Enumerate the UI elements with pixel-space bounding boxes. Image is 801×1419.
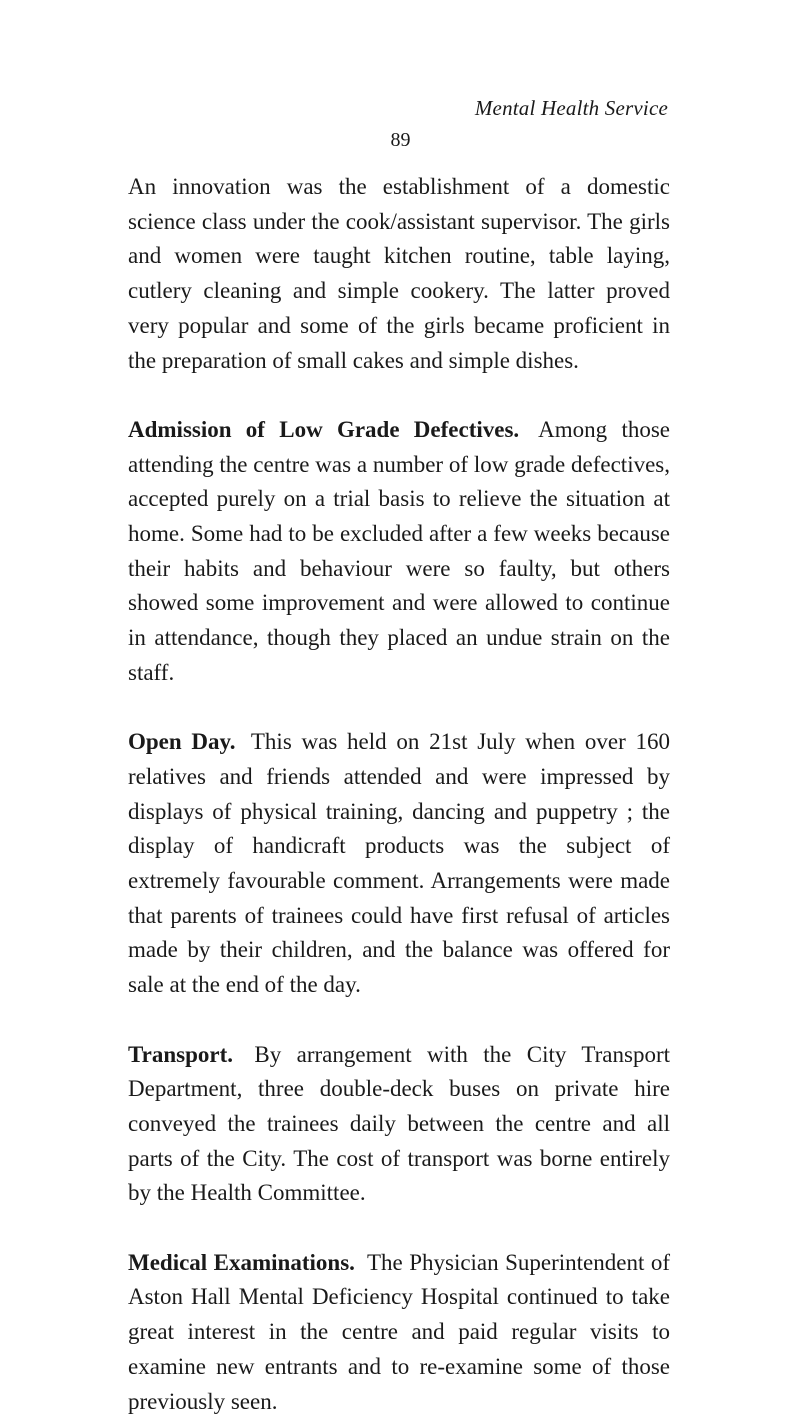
body-text xyxy=(128,170,670,1419)
section-heading: Open Day. xyxy=(128,729,236,755)
paragraph-text: An innovation was the establishment of a domestic science class under the cook/assistant supervisor. The girls and women were taught kitchen routine, table laying, cutlery cleaning and simple cookery. The latter proved very popular and some of the girls became proficient in the preparation of small cakes and simple dishes. xyxy=(128,174,670,373)
paragraph-text: Among those attending the centre was a number of low grade defectives, accepted purely on a trial basis to relieve the situation at home. Some had to be excluded after a few weeks because their habits and behaviour were so faulty, but others showed some improvement and were allowed to continue in attendance, though they placed an undue strain on the staff. xyxy=(128,416,670,685)
paragraph-open-day xyxy=(128,725,670,1003)
paragraph-text: The Physician Superintendent of Aston Hall Mental Deficiency Hospital continued to take great interest in the centre and paid regular visits to examine new entrants and to re-examine some of those previously seen. xyxy=(128,1249,670,1414)
running-head: Mental Health Service xyxy=(474,96,668,120)
paragraph-transport xyxy=(128,1038,670,1212)
paragraph-domestic-science xyxy=(128,170,670,378)
section-heading: Admission of Low Grade Defectives. xyxy=(128,416,520,442)
paragraph-admission xyxy=(128,413,670,691)
paragraph-text: By arrangement with the City Transport Department, three double-deck buses on private hire conveyed the trainees daily between the centre and all parts of the City. The cost of transport was borne entirely by the Health Committee. xyxy=(128,1041,671,1206)
paragraph-text: This was held on 21st July when over 160 relatives and friends attended and were impressed by displays of physical training, dancing and puppetry ; the display of handicraft products was the subject of extremely favourable comment. Arrangements were made that parents of trainees could have first refusal of articles made by their children, and the balance was offered for sale at the end of the day. xyxy=(128,729,670,998)
paragraph-medical xyxy=(128,1246,670,1419)
page-number: 89 xyxy=(390,129,411,151)
section-heading: Medical Examinations. xyxy=(128,1249,355,1275)
section-heading: Transport. xyxy=(128,1041,233,1067)
